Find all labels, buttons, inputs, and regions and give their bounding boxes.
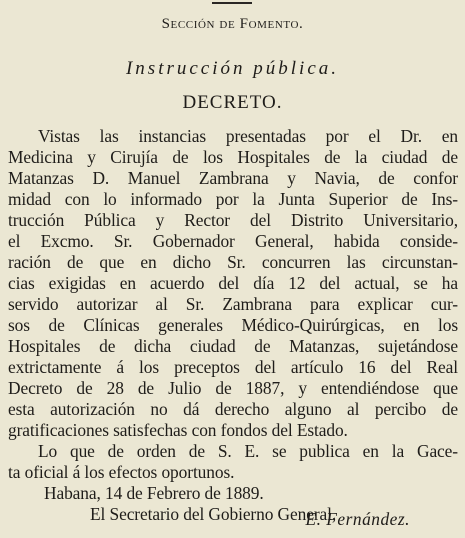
paragraph-1-line: Decreto de 28 de Julio de 1887, y entendiéndose que <box>8 378 458 398</box>
paragraph-1-line: Matanzas D. Manuel Zambrana y Navia, de confor <box>8 168 458 188</box>
paragraph-1-line: Medicina y Cirujía de los Hospitales de la ciudad de <box>8 147 458 167</box>
signature: E. Fernández. <box>305 509 410 529</box>
subtitle: Instrucción pública. <box>125 58 340 79</box>
top-rule <box>212 2 252 4</box>
secretary-line: El Secretario del Gobierno General, <box>90 504 337 524</box>
paragraph-2-line: Lo que de orden de S. E. se publica en la Gace- <box>38 441 458 461</box>
paragraph-1-line: trucción Pública y Rector del Distrito Universitario, <box>8 210 458 230</box>
date-line: Habana, 14 de Febrero de 1889. <box>44 483 264 503</box>
paragraph-1-line: el Excmo. Sr. Gobernador General, habida conside- <box>8 231 458 251</box>
decree-heading: DECRETO. <box>182 92 283 113</box>
paragraph-1-line: sos de Clínicas generales Médico-Quirúrgicas, en los <box>8 315 458 335</box>
paragraph-1-line: gratificaciones satisfechas con fondos del Estado. <box>8 420 348 440</box>
section-title: Sección de Fomento. <box>161 16 304 32</box>
paragraph-1-line: esta autorización no dá derecho alguno al percibo de <box>8 399 458 419</box>
paragraph-1-line: Hospitales de dicha ciudad de Matanzas, sujetándose <box>8 336 458 356</box>
paragraph-1-line: extrictamente á los preceptos del artículo 16 del Real <box>8 357 458 377</box>
paragraph-1-line: servido autorizar al Sr. Zambrana para explicar cur- <box>8 294 458 314</box>
decree-body <box>8 126 458 525</box>
paragraph-2-line: ta oficial á los efectos oportunos. <box>8 462 235 482</box>
paragraph-1-line: ración de que en dicho Sr. concurren las circunstan- <box>8 252 458 272</box>
paragraph-1-line: Vistas las instancias presentadas por el Dr. en <box>38 126 458 146</box>
paragraph-1-line: midad con lo informado por la Junta Superior de Ins- <box>8 189 458 209</box>
paragraph-1-line: cias exigidas en acuerdo del día 12 del actual, se ha <box>8 273 458 293</box>
